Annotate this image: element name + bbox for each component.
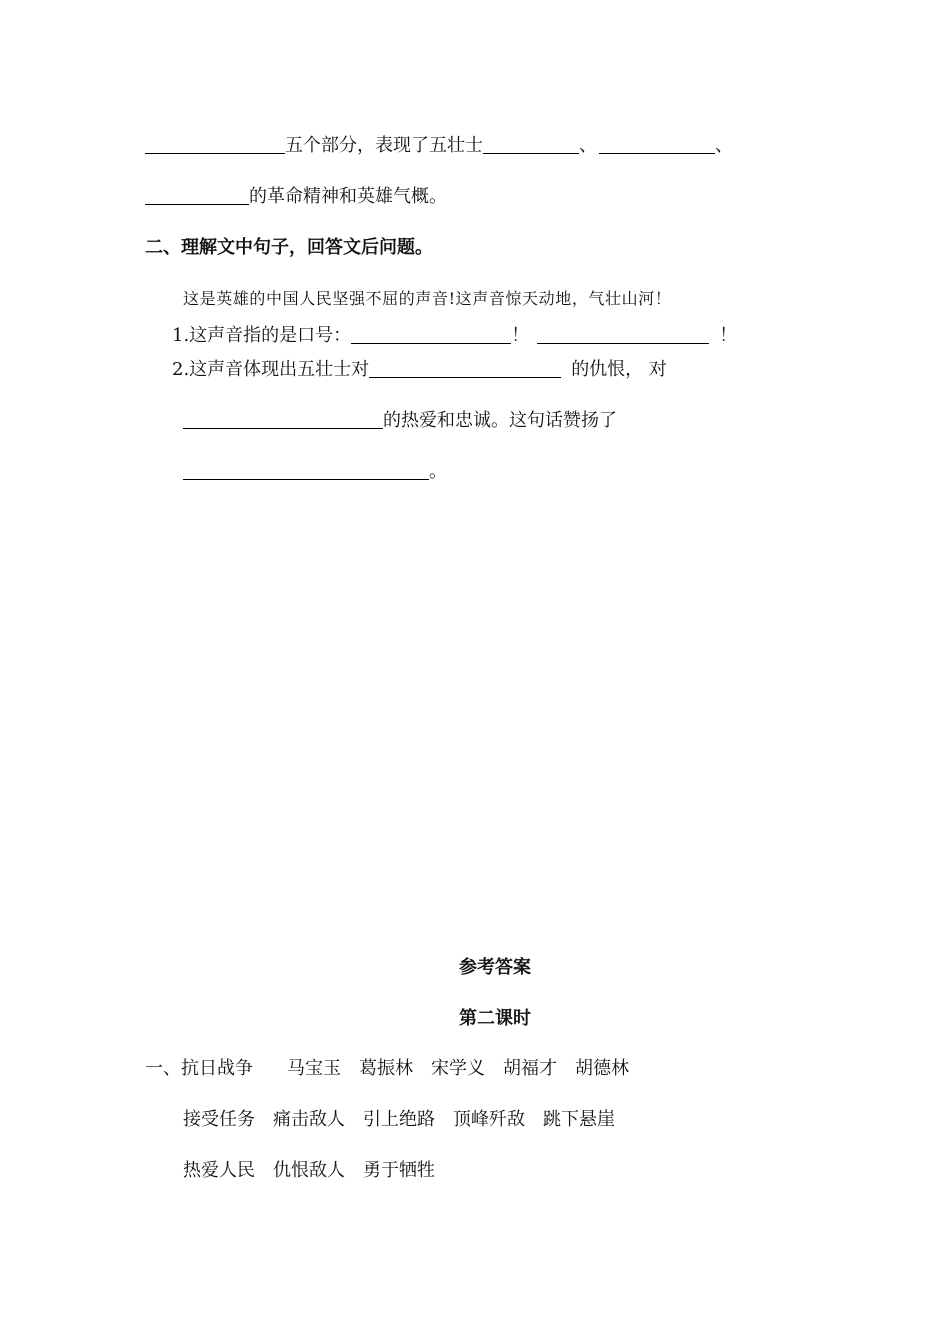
blank[interactable] (351, 325, 511, 344)
separator: 、 (579, 135, 597, 156)
blank[interactable] (483, 135, 579, 154)
answer-item: 跳下悬崖 (543, 1109, 615, 1130)
answer-item: 仇恨敌人 (273, 1160, 345, 1181)
separator: 、 (715, 135, 733, 156)
blank[interactable] (599, 135, 715, 154)
answer-item: 痛击敌人 (273, 1109, 345, 1130)
answer-item: 宋学义 (431, 1058, 485, 1079)
answer-item: 勇于牺牲 (363, 1160, 435, 1181)
answer-item: 接受任务 (183, 1109, 255, 1130)
answer-row-3 (183, 1159, 453, 1183)
blank[interactable] (537, 325, 709, 344)
answer-item: 胡德林 (575, 1058, 629, 1079)
answer-item: 葛振林 (359, 1058, 413, 1079)
blank[interactable] (183, 410, 383, 429)
question-2-line-3 (183, 460, 447, 484)
exclaim: ！ (511, 325, 530, 346)
exclaim: ！ (719, 325, 738, 346)
period: 。 (429, 461, 447, 482)
answer-row-1 (145, 1057, 647, 1081)
question-1 (172, 324, 737, 348)
answer-item: 顶峰歼敌 (453, 1109, 525, 1130)
answer-row-2 (183, 1108, 633, 1132)
fill-line-2 (145, 185, 447, 209)
question-1-text: 1.这声音指的是口号： (172, 325, 352, 346)
question-2-mid: 的仇恨， 对 (571, 359, 667, 380)
answer-item: 胡福才 (503, 1058, 557, 1079)
blank[interactable] (369, 359, 561, 378)
blank[interactable] (145, 186, 249, 205)
quoted-sentence: 这是英雄的中国人民坚强不屈的声音!这声音惊天动地，气壮山河！ (183, 289, 672, 308)
text-five-parts: 五个部分，表现了五壮士 (285, 135, 483, 156)
answers-title: 参考答案 (459, 957, 531, 978)
question-2-text: 2.这声音体现出五壮士对 (172, 359, 370, 380)
question-2-text-2: 的热爱和忠诚。这句话赞扬了 (383, 410, 617, 431)
blank[interactable] (183, 461, 429, 480)
question-2 (172, 358, 667, 382)
question-2-line-2 (183, 409, 617, 433)
text-spirit: 的革命精神和英雄气概。 (249, 186, 447, 207)
blank[interactable] (145, 135, 285, 154)
fill-line-1 (145, 134, 733, 158)
answer-item: 热爱人民 (183, 1160, 255, 1181)
answer-item: 马宝玉 (287, 1058, 341, 1079)
section-heading: 二、理解文中句子，回答文后问题。 (145, 237, 433, 258)
answers-subtitle: 第二课时 (459, 1008, 531, 1029)
answer-item: 引上绝路 (363, 1109, 435, 1130)
answer-item: 抗日战争 (181, 1058, 253, 1079)
answer-label: 一、 (145, 1058, 181, 1079)
